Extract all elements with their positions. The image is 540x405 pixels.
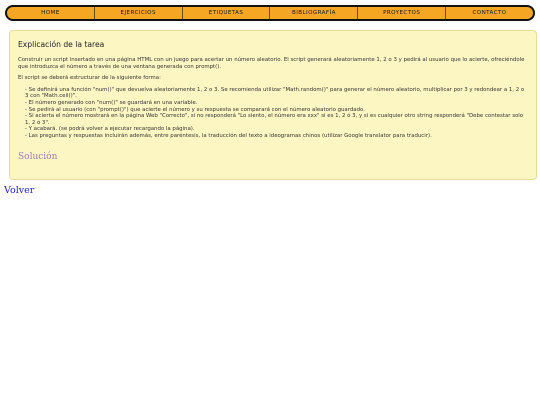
- task-step: - Las preguntas y respuestas incluirán además, entre paréntesis, la traducción del texto a ideogramas chinos (utilizar Google translator para traducir).: [25, 132, 432, 139]
- task-step: - Si acierta el número mostrará en la página Web "Correcto", si no responderá "Lo siento, el número era xxx" si es 1, 2 ó 3, y si es cualquier otro string responderá "Debe contestar solo 1, 2 ó 3".: [25, 113, 524, 126]
- nav-item-proyectos[interactable]: PROYECTOS: [358, 7, 446, 19]
- task-structure-intro: El script se deberá estructurar de la siguiente forma:: [18, 75, 161, 82]
- task-step: - El número generado con "num()" se guardará en una variable.: [25, 99, 198, 106]
- solution-link[interactable]: Solución: [18, 151, 58, 162]
- task-step: - Y acabará. (se podrá volver a ejecutar recargando la página).: [25, 126, 195, 133]
- nav-item-home[interactable]: HOME: [7, 7, 95, 19]
- task-steps-list: [18, 87, 528, 140]
- nav-item-ejercicios[interactable]: EJERCICIOS: [95, 7, 183, 19]
- task-step: - Se pedirá al usuario (con "prompt()") que acierte el número y su respuesta se comparará con el número aleatorio guardado.: [25, 106, 365, 113]
- task-step: - Se definirá una función "num()" que devuelva aleatoriamente 1, 2 o 3. Se recomienda utilizar "Math.random()" para generar el número aleatorio, multiplicar por 3 y redondear a 1, 2 o 3 con "Math.ceil()".: [25, 86, 525, 100]
- top-nav-bar: [5, 5, 535, 21]
- task-title: Explicación de la tarea: [18, 40, 105, 49]
- nav-item-bibliografia[interactable]: BIBLIOGRAFÍA: [270, 7, 358, 19]
- task-description-panel: [9, 30, 537, 180]
- nav-item-contacto[interactable]: CONTACTO: [472, 10, 507, 16]
- nav-item-etiquetas[interactable]: ETIQUETAS: [183, 7, 271, 19]
- back-link[interactable]: Volver: [4, 185, 35, 196]
- task-intro-text: Construir un script insertado en una página HTML con un juego para acertar un número aleatorio. El script generará aleatoriamente 1, 2 o 3 y pedirá al usuario que lo acierte, ofreciéndole que introduzca el número a través de una ventana generada con prompt().: [18, 57, 525, 70]
